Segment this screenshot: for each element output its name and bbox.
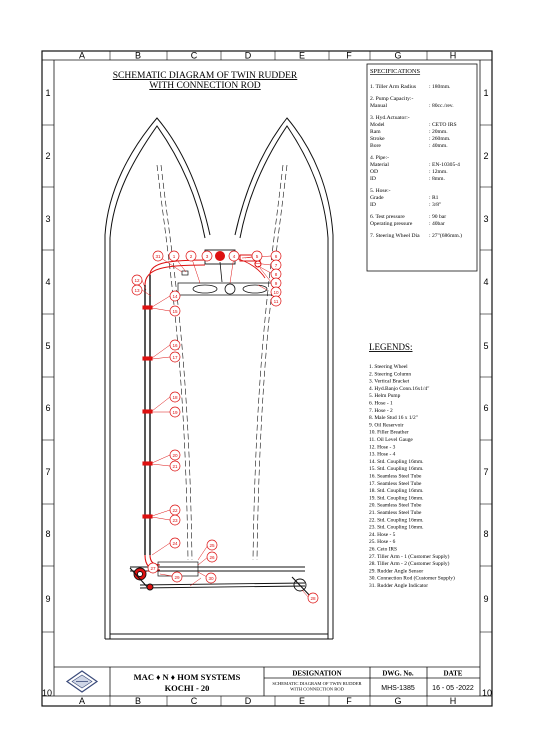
legend-item: 8. Male Stud 16 x 1/2"	[369, 415, 418, 422]
callout-number: 16	[172, 342, 178, 348]
callout-number: 6	[274, 253, 278, 259]
legend-item: 17. Seamless Steel Tube	[369, 480, 422, 487]
spec-value: : 12mm.	[429, 169, 448, 175]
designation-line1: SCHEMATIC DIAGRAM OF TWIN RUDDER	[272, 681, 362, 686]
legend-item: 11. Oil Level Gauge	[369, 437, 413, 443]
callout-number: 26	[209, 554, 215, 560]
spec-label: 3. Hyd.Actuator:-	[370, 115, 410, 121]
legend-item: 1. Steering Wheel	[369, 364, 408, 370]
grid-col-label: B	[134, 50, 142, 61]
callout-number: 4	[232, 253, 236, 259]
legend-item: 20. Seamless Steel Tube	[369, 502, 422, 509]
legend-item: 10. Filler Breather	[369, 429, 409, 436]
callout-number: 21	[172, 463, 178, 469]
legend-item: 7. Hose - 2	[369, 407, 393, 414]
company-logo	[67, 671, 97, 692]
grid-row-label: 6	[483, 403, 489, 413]
spec-label: 7. Steering Wheel Dia	[370, 233, 420, 239]
grid-row-label: 5	[483, 341, 489, 351]
spec-label: Operating pressure	[370, 221, 413, 227]
legend-item: 5. Helm Pump	[369, 393, 401, 400]
spec-label: Manual	[370, 103, 388, 109]
spec-label: 4. Pipe:-	[370, 155, 389, 161]
spec-label: Grade	[370, 195, 384, 201]
grid-row-label: 1	[483, 88, 489, 98]
spec-value: : 8mm.	[429, 176, 445, 182]
spec-label: Stroke	[370, 136, 385, 142]
column-labels-top	[79, 51, 456, 61]
spec-label: ID	[370, 202, 376, 208]
callout-bubbles	[132, 251, 318, 603]
grid-row-label: 8	[45, 529, 51, 539]
spec-value: : CETO IRS	[429, 122, 457, 128]
grid-row-label: 10	[41, 688, 53, 698]
legend-item: 24. Hose - 5	[369, 531, 396, 538]
row-labels-right	[482, 88, 492, 698]
legend-item: 19. Std. Coupling 16mm.	[369, 495, 424, 502]
callout-number: 18	[172, 394, 178, 400]
grid-col-label: A	[78, 696, 86, 706]
grid-row-label: 9	[45, 594, 51, 604]
date-value: 16 - 05 -2022	[432, 685, 474, 692]
callout-number: 5	[255, 253, 259, 259]
legend-item: 30. Connection Rod (Customer Supply)	[369, 575, 455, 582]
callout-number: 9	[274, 280, 278, 286]
callout-number: 14	[172, 293, 178, 299]
legend-item: 22. Std. Coupling 16mm.	[369, 517, 424, 524]
callout-number: 3	[205, 253, 209, 259]
legends-heading: LEGENDS:	[369, 342, 413, 352]
legend-item: 12. Hose - 3	[369, 444, 396, 451]
grid-row-label: 3	[45, 214, 51, 224]
legend-item: 13. Hose - 4	[369, 451, 396, 458]
specifications-heading: SPECIFICATIONS	[370, 68, 421, 75]
callout-number: 25	[209, 542, 215, 548]
callout-number: 19	[172, 409, 178, 415]
spec-label: 5. Hose:-	[370, 188, 391, 194]
spec-value: : EN-10305-4	[429, 162, 460, 168]
spec-value: : 3/8"	[429, 202, 442, 208]
grid-col-label: G	[394, 696, 402, 706]
title-block	[54, 667, 480, 696]
legend-item: 4. Hyd.Banjo Conn.16x1/4"	[369, 385, 430, 392]
legend-item: 9. Oil Reservoir	[369, 422, 404, 429]
legend-item: 28. Tiller Arm - 2 (Customer Supply)	[369, 561, 450, 568]
grid-row-label: 5	[45, 341, 51, 351]
callout-number: 8	[274, 271, 278, 277]
legends-list	[369, 364, 455, 589]
spec-label: Material	[370, 162, 389, 168]
grid-col-label: F	[346, 50, 352, 61]
grid-col-label: E	[298, 50, 306, 61]
spec-value: : R1	[429, 195, 439, 201]
callout-number: 17	[172, 354, 178, 360]
boat-hull	[105, 118, 333, 639]
callout-number: 13	[134, 287, 140, 293]
drawing-title-line2: WITH CONNECTION ROD	[149, 81, 261, 91]
hidden-lines	[157, 165, 287, 560]
callout-number: 30	[208, 575, 214, 581]
legend-item: 15. Std. Coupling 16mm.	[369, 466, 424, 473]
grid-row-label: 6	[45, 403, 51, 413]
legend-item: 25. Hose - 6	[369, 539, 396, 546]
legend-item: 26. Ceto IRS	[369, 546, 398, 553]
dwg-no-value: MHS-1385	[381, 685, 415, 692]
callout-number: 31	[155, 253, 161, 259]
callout-number: 29	[174, 574, 180, 580]
spec-value: : 27"(686mm.)	[429, 233, 463, 239]
callout-number: 15	[172, 308, 178, 314]
callout-number: 12	[134, 277, 140, 283]
legend-item: 29. Rudder Angle Sensor	[369, 568, 424, 575]
spec-label: 6. Test pressure	[370, 214, 405, 220]
callout-number: 10	[273, 289, 279, 295]
row-labels-left	[42, 88, 52, 698]
spec-label: 2. Pump Capacity:-	[370, 96, 414, 102]
grid-row-label: 9	[483, 594, 489, 604]
callout-leaders	[142, 253, 309, 598]
spec-value: : 260mm.	[429, 136, 451, 142]
specifications-list	[370, 84, 462, 239]
spec-label: Bore	[370, 143, 381, 149]
legend-item: 2. Steering Column	[369, 371, 412, 378]
grid-col-label: F	[346, 696, 352, 706]
company-city: KOCHI - 20	[164, 683, 210, 693]
grid-row-label: 7	[45, 467, 51, 477]
spec-label: Model	[370, 122, 385, 128]
callout-number: 23	[172, 517, 178, 523]
grid-col-label: E	[298, 696, 306, 706]
spec-value: : 40bar	[429, 221, 445, 227]
column-labels-bottom	[79, 696, 456, 706]
legend-item: 27. Tiller Arm - 1 (Customer Supply)	[369, 553, 450, 560]
grid-row-label: 2	[483, 151, 489, 161]
spec-label: 1. Tiller Arm Radius	[370, 84, 417, 90]
grid-col-label: H	[449, 696, 457, 706]
legend-item: 18. Std. Coupling 16mm.	[369, 488, 424, 495]
spec-value: : 40mm.	[429, 143, 448, 149]
spec-value: : 180mm.	[429, 84, 451, 90]
callout-number: 2	[189, 253, 193, 259]
grid-col-label: A	[78, 50, 86, 61]
spec-label: Ram	[370, 129, 381, 135]
callout-number: 1	[172, 253, 176, 259]
callout-number: 27	[150, 565, 156, 571]
legend-item: 23. Std. Coupling 16mm.	[369, 524, 424, 531]
grid-col-label: D	[244, 696, 252, 706]
callout-number: 11	[273, 298, 279, 304]
dwg-no-heading: DWG. No.	[382, 669, 414, 678]
callout-number: 28	[310, 595, 316, 601]
grid-row-label: 10	[481, 688, 493, 698]
grid-col-label: B	[134, 696, 142, 706]
grid-row-label: 3	[483, 214, 489, 224]
grid-col-label: D	[244, 50, 252, 61]
grid-col-label: G	[394, 50, 402, 61]
legend-item: 31. Rudder Angle Indicator	[369, 583, 428, 589]
grid-row-label: 7	[483, 467, 489, 477]
grid-row-label: 2	[45, 151, 51, 161]
drawing-title-line1: SCHEMATIC DIAGRAM OF TWIN RUDDER	[112, 71, 298, 81]
legend-item: 16. Seamless Steel Tube	[369, 473, 422, 480]
grid-row-label: 8	[483, 529, 489, 539]
legend-item: 3. Vertical Bracket	[369, 378, 410, 385]
grid-row-label: 4	[45, 277, 51, 287]
designation-heading: DESIGNATION	[292, 669, 342, 678]
spec-label: OD	[370, 169, 379, 175]
designation-line2: WITH CONNECTION ROD	[290, 686, 344, 692]
callout-number: 22	[172, 507, 178, 513]
grid-col-label: H	[449, 50, 457, 61]
grid-col-label: C	[190, 50, 198, 61]
callout-number: 20	[172, 452, 178, 458]
legend-item: 6. Hose - 1	[369, 400, 393, 407]
date-heading: DATE	[443, 669, 463, 678]
company-name: MAC ♦ N ♦ HOM SYSTEMS	[133, 672, 241, 682]
callout-number: 7	[274, 262, 278, 268]
grid-row-label: 4	[483, 277, 489, 287]
grid-row-label: 1	[45, 88, 51, 98]
callout-number: 24	[172, 540, 178, 546]
spec-value: : 20mm.	[429, 129, 448, 135]
spec-value: : 80cc./rev.	[429, 103, 454, 109]
spec-label: ID	[370, 176, 376, 182]
legend-item: 14. Std. Coupling 16mm.	[369, 458, 424, 465]
legend-item: 21. Seamless Steel Tube	[369, 510, 422, 516]
spec-value: : 90 bar	[429, 214, 447, 220]
grid-col-label: C	[190, 696, 198, 706]
